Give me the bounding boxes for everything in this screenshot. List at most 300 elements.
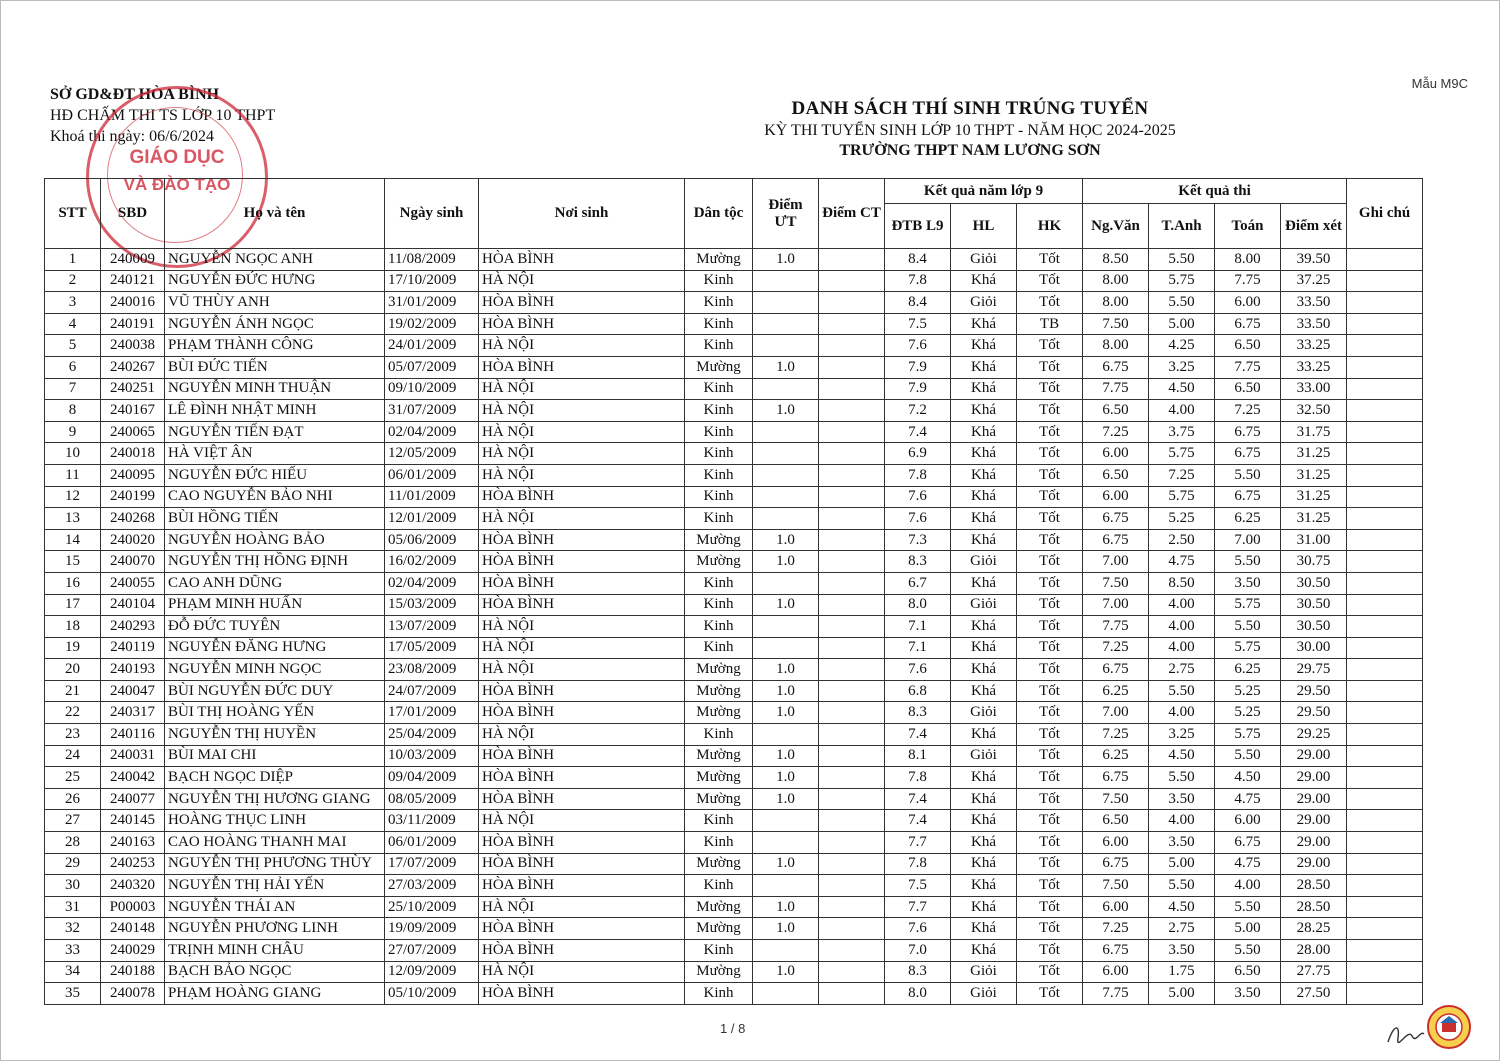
cell-name: BÙI ĐỨC TIẾN xyxy=(165,356,385,378)
cell-anh: 5.00 xyxy=(1149,313,1215,335)
cell-diem-ut: 1.0 xyxy=(753,400,819,422)
col-sbd: SBD xyxy=(101,179,165,249)
col-ethnic: Dân tộc xyxy=(685,179,753,249)
table-row xyxy=(45,421,1423,443)
col-dob: Ngày sinh xyxy=(385,179,479,249)
col-pob: Nơi sinh xyxy=(479,179,685,249)
cell-hk: Tốt xyxy=(1017,421,1083,443)
col-hk: HK xyxy=(1017,204,1083,249)
cell-total: 37.25 xyxy=(1281,270,1347,292)
cell-stt: 17 xyxy=(45,594,101,616)
cell-ethnic: Mường xyxy=(685,659,753,681)
cell-stt: 32 xyxy=(45,918,101,940)
cell-toan: 4.00 xyxy=(1215,875,1281,897)
cell-ethnic: Kinh xyxy=(685,486,753,508)
cell-toan: 6.75 xyxy=(1215,421,1281,443)
cell-total: 30.50 xyxy=(1281,572,1347,594)
cell-note xyxy=(1347,313,1423,335)
cell-total: 33.25 xyxy=(1281,356,1347,378)
cell-sbd: 240038 xyxy=(101,335,165,357)
cell-sbd: 240121 xyxy=(101,270,165,292)
cell-sbd: 240077 xyxy=(101,788,165,810)
cell-ethnic: Kinh xyxy=(685,292,753,314)
cell-van: 6.00 xyxy=(1083,961,1149,983)
cell-dtb: 7.1 xyxy=(885,637,951,659)
cell-anh: 5.25 xyxy=(1149,508,1215,530)
cell-pob: HÒA BÌNH xyxy=(479,572,685,594)
cell-pob: HÒA BÌNH xyxy=(479,832,685,854)
cell-hk: Tốt xyxy=(1017,745,1083,767)
cell-diem-ct xyxy=(819,486,885,508)
cell-name: CAO HOÀNG THANH MAI xyxy=(165,832,385,854)
cell-hl: Khá xyxy=(951,875,1017,897)
table-row xyxy=(45,983,1423,1005)
cell-pob: HÒA BÌNH xyxy=(479,767,685,789)
col-hl: HL xyxy=(951,204,1017,249)
cell-total: 33.25 xyxy=(1281,335,1347,357)
cell-dob: 02/04/2009 xyxy=(385,572,479,594)
cell-anh: 4.50 xyxy=(1149,896,1215,918)
table-row xyxy=(45,788,1423,810)
cell-ethnic: Kinh xyxy=(685,270,753,292)
cell-pob: HÀ NỘI xyxy=(479,896,685,918)
title-school: TRƯỜNG THPT NAM LƯƠNG SƠN xyxy=(839,142,1101,159)
cell-dtb: 7.9 xyxy=(885,356,951,378)
cell-stt: 33 xyxy=(45,940,101,962)
cell-dtb: 7.9 xyxy=(885,378,951,400)
cell-dob: 31/01/2009 xyxy=(385,292,479,314)
cell-anh: 3.50 xyxy=(1149,788,1215,810)
cell-note xyxy=(1347,572,1423,594)
cell-dob: 08/05/2009 xyxy=(385,788,479,810)
cell-diem-ct xyxy=(819,421,885,443)
cell-diem-ct xyxy=(819,292,885,314)
col-dtb: ĐTB L9 xyxy=(885,204,951,249)
cell-note xyxy=(1347,378,1423,400)
cell-sbd: 240119 xyxy=(101,637,165,659)
cell-ethnic: Mường xyxy=(685,918,753,940)
cell-dtb: 8.3 xyxy=(885,551,951,573)
cell-stt: 1 xyxy=(45,249,101,271)
cell-diem-ct xyxy=(819,702,885,724)
cell-diem-ut xyxy=(753,508,819,530)
cell-toan: 6.25 xyxy=(1215,508,1281,530)
cell-hl: Khá xyxy=(951,616,1017,638)
cell-hl: Khá xyxy=(951,832,1017,854)
table-row xyxy=(45,616,1423,638)
cell-ethnic: Kinh xyxy=(685,940,753,962)
cell-diem-ut: 1.0 xyxy=(753,788,819,810)
cell-van: 6.75 xyxy=(1083,853,1149,875)
cell-hl: Khá xyxy=(951,356,1017,378)
table-row xyxy=(45,572,1423,594)
cell-diem-ut xyxy=(753,983,819,1005)
cell-sbd: 240029 xyxy=(101,940,165,962)
cell-dtb: 8.4 xyxy=(885,249,951,271)
cell-van: 8.00 xyxy=(1083,270,1149,292)
cell-dob: 15/03/2009 xyxy=(385,594,479,616)
cell-pob: HÒA BÌNH xyxy=(479,313,685,335)
cell-name: NGUYỄN PHƯƠNG LINH xyxy=(165,918,385,940)
cell-van: 7.25 xyxy=(1083,724,1149,746)
cell-diem-ut xyxy=(753,486,819,508)
cell-dtb: 7.4 xyxy=(885,810,951,832)
cell-diem-ct xyxy=(819,270,885,292)
cell-hl: Khá xyxy=(951,572,1017,594)
table-row xyxy=(45,594,1423,616)
cell-diem-ct xyxy=(819,443,885,465)
cell-pob: HÀ NỘI xyxy=(479,659,685,681)
cell-diem-ut: 1.0 xyxy=(753,594,819,616)
cell-sbd: 240065 xyxy=(101,421,165,443)
cell-diem-ut xyxy=(753,832,819,854)
cell-hk: Tốt xyxy=(1017,940,1083,962)
cell-diem-ut: 1.0 xyxy=(753,853,819,875)
cell-pob: HÒA BÌNH xyxy=(479,486,685,508)
cell-dtb: 7.8 xyxy=(885,853,951,875)
cell-hk: Tốt xyxy=(1017,356,1083,378)
cell-diem-ct xyxy=(819,745,885,767)
cell-diem-ct xyxy=(819,572,885,594)
cell-total: 31.00 xyxy=(1281,529,1347,551)
cell-note xyxy=(1347,637,1423,659)
cell-dob: 27/07/2009 xyxy=(385,940,479,962)
cell-diem-ct xyxy=(819,940,885,962)
cell-note xyxy=(1347,400,1423,422)
cell-total: 31.75 xyxy=(1281,421,1347,443)
cell-toan: 5.50 xyxy=(1215,745,1281,767)
cell-hk: Tốt xyxy=(1017,680,1083,702)
cell-note xyxy=(1347,616,1423,638)
col-toan: Toán xyxy=(1215,204,1281,249)
cell-stt: 19 xyxy=(45,637,101,659)
cell-diem-ut: 1.0 xyxy=(753,529,819,551)
cell-hl: Khá xyxy=(951,443,1017,465)
cell-van: 7.25 xyxy=(1083,918,1149,940)
cell-anh: 4.75 xyxy=(1149,551,1215,573)
cell-hl: Khá xyxy=(951,767,1017,789)
cell-dtb: 7.6 xyxy=(885,918,951,940)
cell-ethnic: Kinh xyxy=(685,724,753,746)
cell-sbd: 240163 xyxy=(101,832,165,854)
cell-total: 29.00 xyxy=(1281,788,1347,810)
cell-name: BẠCH NGỌC DIỆP xyxy=(165,767,385,789)
cell-dtb: 7.4 xyxy=(885,788,951,810)
cell-hk: Tốt xyxy=(1017,896,1083,918)
cell-sbd: 240016 xyxy=(101,292,165,314)
table-row xyxy=(45,443,1423,465)
table-row xyxy=(45,313,1423,335)
cell-diem-ct xyxy=(819,637,885,659)
cell-hk: Tốt xyxy=(1017,292,1083,314)
cell-hl: Giỏi xyxy=(951,292,1017,314)
cell-toan: 7.00 xyxy=(1215,529,1281,551)
cell-van: 7.00 xyxy=(1083,594,1149,616)
cell-anh: 4.00 xyxy=(1149,594,1215,616)
cell-van: 6.50 xyxy=(1083,400,1149,422)
col-group-grade9: Kết quả năm lớp 9 xyxy=(885,179,1083,204)
cell-note xyxy=(1347,356,1423,378)
cell-dtb: 7.6 xyxy=(885,486,951,508)
cell-sbd: 240047 xyxy=(101,680,165,702)
cell-hk: Tốt xyxy=(1017,832,1083,854)
cell-sbd: 240018 xyxy=(101,443,165,465)
cell-diem-ct xyxy=(819,616,885,638)
cell-name: NGUYỄN ĐỨC HƯNG xyxy=(165,270,385,292)
cell-van: 7.75 xyxy=(1083,378,1149,400)
cell-total: 30.75 xyxy=(1281,551,1347,573)
cell-pob: HÒA BÌNH xyxy=(479,745,685,767)
table-row xyxy=(45,464,1423,486)
cell-total: 30.00 xyxy=(1281,637,1347,659)
cell-dtb: 7.2 xyxy=(885,400,951,422)
cell-total: 29.00 xyxy=(1281,810,1347,832)
cell-pob: HÒA BÌNH xyxy=(479,356,685,378)
cell-note xyxy=(1347,745,1423,767)
cell-name: BÙI MAI CHI xyxy=(165,745,385,767)
cell-sbd: 240116 xyxy=(101,724,165,746)
cell-stt: 18 xyxy=(45,616,101,638)
cell-anh: 8.50 xyxy=(1149,572,1215,594)
cell-hl: Giỏi xyxy=(951,961,1017,983)
cell-hk: Tốt xyxy=(1017,378,1083,400)
cell-total: 29.00 xyxy=(1281,745,1347,767)
cell-van: 7.50 xyxy=(1083,313,1149,335)
cell-note xyxy=(1347,724,1423,746)
cell-toan: 6.50 xyxy=(1215,378,1281,400)
cell-anh: 2.75 xyxy=(1149,918,1215,940)
col-anh: T.Anh xyxy=(1149,204,1215,249)
cell-sbd: 240199 xyxy=(101,486,165,508)
cell-anh: 5.50 xyxy=(1149,680,1215,702)
cell-dtb: 7.6 xyxy=(885,335,951,357)
cell-dtb: 7.3 xyxy=(885,529,951,551)
cell-van: 6.25 xyxy=(1083,745,1149,767)
cell-diem-ut: 1.0 xyxy=(753,745,819,767)
stamp-line2: VÀ ĐÀO TẠO xyxy=(123,175,231,194)
table-row xyxy=(45,853,1423,875)
cell-hl: Khá xyxy=(951,335,1017,357)
cell-sbd: 240104 xyxy=(101,594,165,616)
cell-diem-ut: 1.0 xyxy=(753,961,819,983)
cell-ethnic: Mường xyxy=(685,551,753,573)
cell-van: 8.00 xyxy=(1083,292,1149,314)
cell-dtb: 8.3 xyxy=(885,702,951,724)
cell-note xyxy=(1347,443,1423,465)
cell-ethnic: Kinh xyxy=(685,335,753,357)
cell-stt: 8 xyxy=(45,400,101,422)
cell-dob: 24/07/2009 xyxy=(385,680,479,702)
table-row xyxy=(45,810,1423,832)
table-row xyxy=(45,940,1423,962)
cell-dtb: 8.1 xyxy=(885,745,951,767)
cell-name: CAO ANH DŨNG xyxy=(165,572,385,594)
cell-dtb: 7.8 xyxy=(885,464,951,486)
cell-anh: 4.00 xyxy=(1149,810,1215,832)
cell-van: 6.25 xyxy=(1083,680,1149,702)
cell-sbd: 240320 xyxy=(101,875,165,897)
cell-sbd: 240055 xyxy=(101,572,165,594)
cell-diem-ct xyxy=(819,378,885,400)
cell-hk: Tốt xyxy=(1017,810,1083,832)
cell-name: NGUYỄN THỊ HUYỀN xyxy=(165,724,385,746)
cell-stt: 6 xyxy=(45,356,101,378)
cell-toan: 6.50 xyxy=(1215,335,1281,357)
cell-dob: 17/10/2009 xyxy=(385,270,479,292)
cell-anh: 3.50 xyxy=(1149,940,1215,962)
cell-dtb: 8.3 xyxy=(885,961,951,983)
cell-anh: 5.75 xyxy=(1149,486,1215,508)
cell-note xyxy=(1347,875,1423,897)
cell-van: 6.00 xyxy=(1083,832,1149,854)
cell-total: 29.50 xyxy=(1281,680,1347,702)
cell-dob: 25/10/2009 xyxy=(385,896,479,918)
cell-hl: Khá xyxy=(951,313,1017,335)
cell-hk: Tốt xyxy=(1017,249,1083,271)
cell-total: 27.50 xyxy=(1281,983,1347,1005)
cell-anh: 4.50 xyxy=(1149,378,1215,400)
cell-pob: HÀ NỘI xyxy=(479,961,685,983)
cell-name: BÙI HỒNG TIẾN xyxy=(165,508,385,530)
table-row xyxy=(45,508,1423,530)
cell-toan: 5.25 xyxy=(1215,702,1281,724)
cell-note xyxy=(1347,551,1423,573)
cell-dob: 06/01/2009 xyxy=(385,464,479,486)
cell-toan: 8.00 xyxy=(1215,249,1281,271)
cell-stt: 7 xyxy=(45,378,101,400)
cell-stt: 16 xyxy=(45,572,101,594)
cell-name: VŨ THÙY ANH xyxy=(165,292,385,314)
cell-ethnic: Kinh xyxy=(685,637,753,659)
cell-sbd: 240193 xyxy=(101,659,165,681)
cell-hl: Khá xyxy=(951,659,1017,681)
cell-dob: 12/05/2009 xyxy=(385,443,479,465)
cell-diem-ct xyxy=(819,983,885,1005)
cell-diem-ct xyxy=(819,313,885,335)
cell-stt: 21 xyxy=(45,680,101,702)
cell-diem-ct xyxy=(819,832,885,854)
cell-van: 6.75 xyxy=(1083,529,1149,551)
cell-name: PHẠM THÀNH CÔNG xyxy=(165,335,385,357)
cell-diem-ut xyxy=(753,940,819,962)
cell-ethnic: Mường xyxy=(685,788,753,810)
cell-hk: Tốt xyxy=(1017,572,1083,594)
cell-anh: 5.50 xyxy=(1149,767,1215,789)
table-row xyxy=(45,745,1423,767)
cell-toan: 6.00 xyxy=(1215,810,1281,832)
table-row xyxy=(45,680,1423,702)
cell-dob: 05/07/2009 xyxy=(385,356,479,378)
cell-ethnic: Kinh xyxy=(685,832,753,854)
cell-dtb: 7.6 xyxy=(885,659,951,681)
cell-sbd: 240317 xyxy=(101,702,165,724)
cell-note xyxy=(1347,249,1423,271)
cell-pob: HÒA BÌNH xyxy=(479,292,685,314)
cell-hl: Khá xyxy=(951,270,1017,292)
cell-name: NGUYỄN THỊ PHƯƠNG THÙY xyxy=(165,853,385,875)
cell-toan: 6.50 xyxy=(1215,961,1281,983)
cell-van: 8.50 xyxy=(1083,249,1149,271)
cell-hk: Tốt xyxy=(1017,853,1083,875)
cell-pob: HÀ NỘI xyxy=(479,637,685,659)
table-row xyxy=(45,335,1423,357)
cell-hl: Khá xyxy=(951,486,1017,508)
cell-total: 31.25 xyxy=(1281,464,1347,486)
cell-dob: 25/04/2009 xyxy=(385,724,479,746)
col-total: Điểm xét xyxy=(1281,204,1347,249)
cell-note xyxy=(1347,292,1423,314)
cell-stt: 12 xyxy=(45,486,101,508)
cell-dtb: 7.4 xyxy=(885,724,951,746)
cell-name: NGUYỄN THÁI AN xyxy=(165,896,385,918)
cell-hk: TB xyxy=(1017,313,1083,335)
cell-name: BẠCH BẢO NGỌC xyxy=(165,961,385,983)
cell-stt: 2 xyxy=(45,270,101,292)
cell-dtb: 7.1 xyxy=(885,616,951,638)
cell-pob: HÒA BÌNH xyxy=(479,702,685,724)
cell-stt: 27 xyxy=(45,810,101,832)
cell-pob: HÀ NỘI xyxy=(479,270,685,292)
table-row xyxy=(45,529,1423,551)
cell-name: NGUYỄN THỊ HẢI YẾN xyxy=(165,875,385,897)
cell-ethnic: Mường xyxy=(685,249,753,271)
cell-hl: Khá xyxy=(951,896,1017,918)
cell-sbd: 240167 xyxy=(101,400,165,422)
col-note: Ghi chú xyxy=(1347,179,1423,249)
cell-hl: Khá xyxy=(951,788,1017,810)
cell-anh: 5.75 xyxy=(1149,270,1215,292)
cell-name: NGUYỄN ÁNH NGỌC xyxy=(165,313,385,335)
cell-diem-ct xyxy=(819,659,885,681)
cell-dob: 11/08/2009 xyxy=(385,249,479,271)
cell-van: 8.00 xyxy=(1083,335,1149,357)
cell-dtb: 6.8 xyxy=(885,680,951,702)
cell-diem-ut: 1.0 xyxy=(753,659,819,681)
cell-toan: 5.75 xyxy=(1215,594,1281,616)
cell-stt: 3 xyxy=(45,292,101,314)
cell-hl: Giỏi xyxy=(951,594,1017,616)
cell-hk: Tốt xyxy=(1017,529,1083,551)
cell-hl: Khá xyxy=(951,853,1017,875)
cell-toan: 5.50 xyxy=(1215,616,1281,638)
cell-dob: 19/02/2009 xyxy=(385,313,479,335)
table-row xyxy=(45,249,1423,271)
table-row xyxy=(45,961,1423,983)
cell-note xyxy=(1347,421,1423,443)
table-row xyxy=(45,270,1423,292)
cell-toan: 5.00 xyxy=(1215,918,1281,940)
cell-dtb: 7.5 xyxy=(885,875,951,897)
cell-toan: 5.50 xyxy=(1215,551,1281,573)
cell-anh: 2.50 xyxy=(1149,529,1215,551)
cell-dtb: 7.5 xyxy=(885,313,951,335)
cell-hk: Tốt xyxy=(1017,335,1083,357)
cell-pob: HÀ NỘI xyxy=(479,335,685,357)
cell-total: 29.50 xyxy=(1281,702,1347,724)
cell-hk: Tốt xyxy=(1017,918,1083,940)
cell-toan: 5.75 xyxy=(1215,637,1281,659)
cell-hl: Giỏi xyxy=(951,551,1017,573)
cell-anh: 3.75 xyxy=(1149,421,1215,443)
cell-dob: 13/07/2009 xyxy=(385,616,479,638)
cell-note xyxy=(1347,918,1423,940)
cell-total: 29.75 xyxy=(1281,659,1347,681)
cell-note xyxy=(1347,270,1423,292)
cell-diem-ut xyxy=(753,810,819,832)
cell-name: HOÀNG THỤC LINH xyxy=(165,810,385,832)
cell-dob: 27/03/2009 xyxy=(385,875,479,897)
cell-hl: Khá xyxy=(951,421,1017,443)
